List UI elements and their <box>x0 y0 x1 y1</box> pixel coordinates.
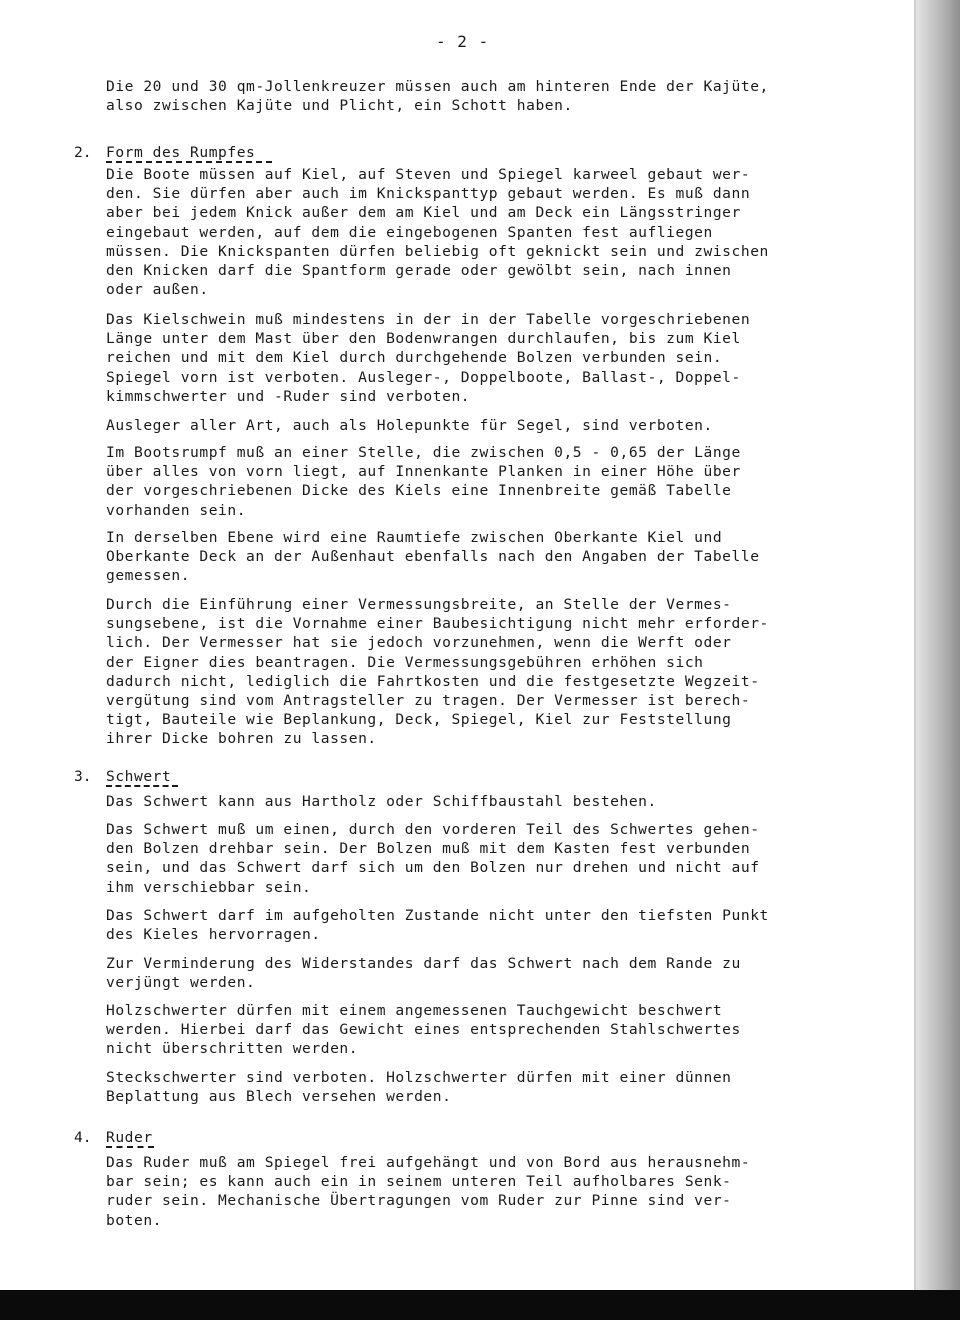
paragraph: Die 20 und 30 qm-Jollenkreuzer müssen auch am hinteren Ende der Kajüte, also zwischen Kajüte und Plicht, ein Schott haben. <box>106 78 769 115</box>
paragraph: Das Kielschwein muß mindestens in der in der Tabelle vorgeschriebenen Länge unter dem Mast über den Bodenwrangen durchlaufen, bis zum Kiel reichen und mit dem Kiel durch durchgehende Bolzen verbunden sein. Spiegel vorn ist verboten. Ausleger-, Doppelboote, Ballast-, Doppel- kimmschwerter und -Ruder sind verboten. <box>106 311 751 405</box>
section-number: 2. <box>74 144 92 161</box>
paragraph-block <box>106 165 851 299</box>
scan-edge-shadow <box>916 0 960 1290</box>
paragraph-block <box>106 528 851 586</box>
paragraph: Das Schwert darf im aufgeholten Zustande nicht unter den tiefsten Punkt des Kieles hervorragen. <box>106 907 769 944</box>
section-number: 3. <box>74 768 92 785</box>
paragraph-block <box>106 820 851 897</box>
paragraph: Das Schwert muß um einen, durch den vorderen Teil des Schwertes gehen- den Bolzen drehbar sein. Der Bolzen muß mit dem Kasten fest verbunden sein, und das Schwert darf sich um den Bolzen nur drehen und nicht auf ihm verschiebbar sein. <box>106 821 760 896</box>
section-title: Form des Rumpfes <box>106 144 256 161</box>
section-title: Schwert <box>106 768 172 785</box>
paragraph: Durch die Einführung einer Vermessungsbreite, an Stelle der Vermes- sungsebene, ist die Vornahme einer Baubesichtigung nicht mehr erforder- lich. Der Vermesser hat sie jedoch vorzunehmen, wenn die Werft oder der Eigner dies beantragen. Die Vermessungsgebühren erhöhen sich dadurch nicht, lediglich die Fahrtkosten und die festgesetzte Wegzeit- vergütung sind vom Antragsteller zu tragen. Der Vermesser ist berech- tigt, Bauteile wie Beplankung, Deck, Spiegel, Kiel zur Feststellung ihrer Dicke bohren zu lassen. <box>106 596 769 748</box>
paragraph-block <box>106 1068 851 1106</box>
paragraph: Ausleger aller Art, auch als Holepunkte für Segel, sind verboten. <box>106 417 713 434</box>
paragraph: Steckschwerter sind verboten. Holzschwerter dürfen mit einer dünnen Beplattung aus Blech versehen werden. <box>106 1069 732 1106</box>
paragraph: Die Boote müssen auf Kiel, auf Steven und Spiegel karweel gebaut wer- den. Sie dürfen aber auch im Knickspanttyp gebaut werden. Es muß dann aber bei jedem Knick außer dem am Kiel und am Deck ein Längsstringer eingebaut werden, auf dem die eingebogenen Spanten fest aufliegen müssen. Die Knickspanten dürfen beliebig oft geknickt sein und zwischen den Knicken darf die Spantform gerade oder gewölbt sein, nach innen oder außen. <box>106 166 769 299</box>
paragraph: Holzschwerter dürfen mit einem angemessenen Tauchgewicht beschwert werden. Hierbei darf das Gewicht eines entsprechenden Stahlschwertes nicht überschritten werden. <box>106 1002 741 1058</box>
intro-paragraph <box>106 77 851 115</box>
paragraph-block <box>106 443 851 520</box>
paragraph: Das Schwert kann aus Hartholz oder Schiffbaustahl bestehen. <box>106 793 657 810</box>
section-title: Ruder <box>106 1129 153 1146</box>
section-number: 4. <box>74 1129 92 1146</box>
paragraph-block <box>106 416 851 435</box>
paragraph-block <box>106 792 851 811</box>
page-number: - 2 - <box>436 32 490 51</box>
paragraph-block <box>106 310 851 406</box>
paragraph-block <box>106 906 851 944</box>
paragraph: Zur Verminderung des Widerstandes darf das Schwert nach dem Rande zu verjüngt werden. <box>106 955 741 992</box>
scan-bottom-band <box>0 1290 960 1320</box>
paragraph-block <box>106 595 851 749</box>
paragraph-block <box>106 1001 851 1059</box>
paragraph: Im Bootsrumpf muß an einer Stelle, die zwischen 0,5 - 0,65 der Länge über alles von vorn liegt, auf Innenkante Planken in einer Höhe über der vorgeschriebenen Dicke des Kiels eine Innenbreite gemäß Tabelle vorhanden sein. <box>106 444 741 519</box>
paragraph: Das Ruder muß am Spiegel frei aufgehängt und von Bord aus herausnehm- bar sein; es kann auch ein in seinem unteren Teil aufholbares Senk- ruder sein. Mechanische Übertragungen vom Ruder zur Pinne sind ver- boten. <box>106 1154 751 1229</box>
title-underline <box>106 161 272 163</box>
paragraph-block <box>106 954 851 992</box>
title-underline <box>106 1146 154 1148</box>
title-underline <box>106 785 178 787</box>
paragraph-block <box>106 1153 851 1230</box>
paragraph: In derselben Ebene wird eine Raumtiefe zwischen Oberkante Kiel und Oberkante Deck an der Außenhaut ebenfalls nach den Angaben der Tabelle gemessen. <box>106 529 760 585</box>
